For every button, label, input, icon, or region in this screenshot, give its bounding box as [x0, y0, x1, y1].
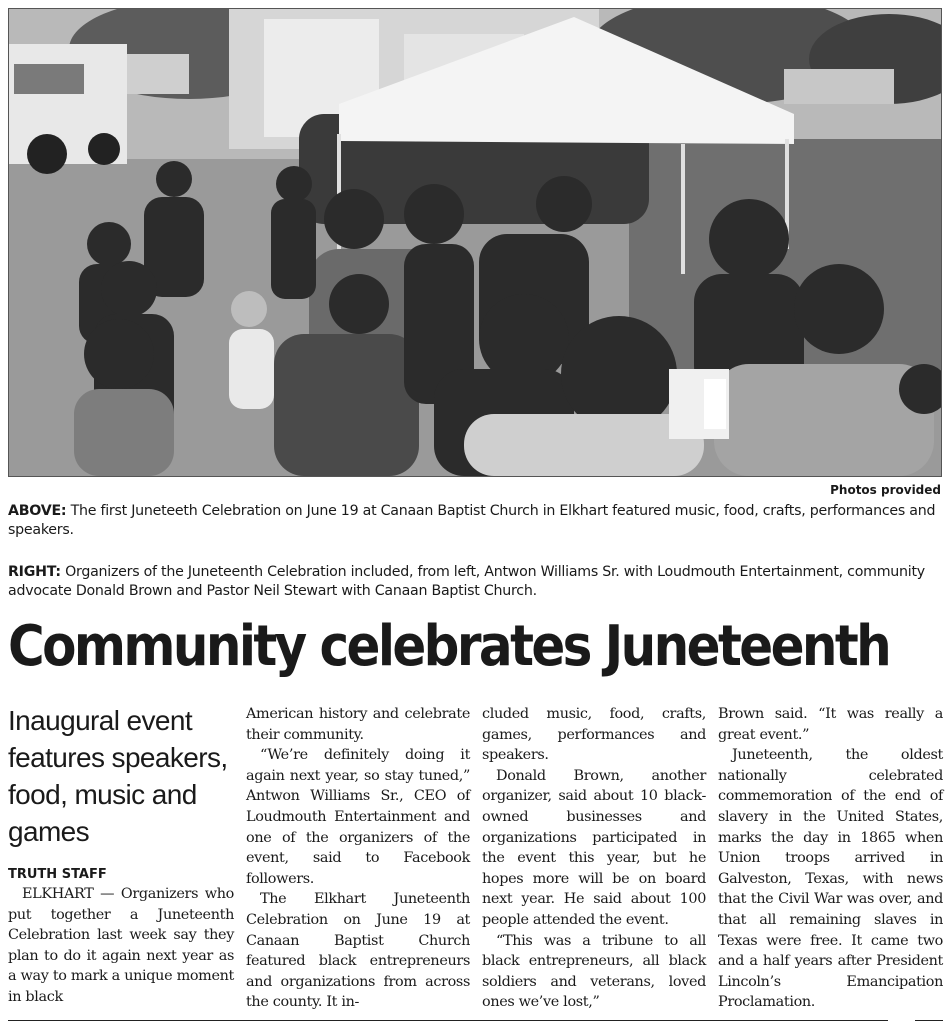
- article-paragraph: “We’re definitely doing it again next year, so stay tuned,” Antwon Williams Sr., CEO of Loudmouth Entertainment and one of the organizers of the event, said to Facebook followers.: [246, 747, 470, 887]
- article-column-2: [246, 704, 470, 1013]
- bottom-rule-end: [915, 1020, 943, 1021]
- caption-above-lead: ABOVE:: [8, 503, 67, 519]
- article-column-3: [482, 704, 706, 1013]
- caption-above-text: The first Juneteeth Celebration on June 19 at Canaan Baptist Church in Elkhart featured music, food, crafts, performances and speakers.: [8, 503, 936, 538]
- article-paragraph: Juneteenth, the oldest nationally celebrated commemoration of the end of slavery in the United States, marks the day in 1865 when Union troops arrived in Galveston, Texas, with news that the Civil War was over, and that all remaining slaves in Texas were free. It came two and a half years after President Lincoln’s Emancipation Proclamation.: [718, 747, 943, 1011]
- bottom-rule: [8, 1020, 888, 1021]
- caption-right-lead: RIGHT:: [8, 564, 61, 580]
- caption-right: [8, 563, 940, 601]
- photo-credit: Photos provided: [830, 483, 941, 497]
- article-column-4: [718, 704, 943, 1013]
- article-paragraph: Brown said. “It was really a great event.”: [718, 706, 943, 743]
- headline: Community celebrates Juneteenth: [8, 613, 890, 679]
- article-paragraph: The Elkhart Juneteenth Celebration on June 19 at Canaan Baptist Church featured black entrepreneurs and organizations from across the county. It in-: [246, 891, 470, 1011]
- article-paragraph: cluded music, food, crafts, games, performances and speakers.: [482, 706, 706, 764]
- event-photo: [8, 8, 942, 477]
- article-column-1: [8, 884, 234, 1008]
- article-paragraph: “This was a tribune to all black entrepreneurs, all black soldiers and veterans, loved ones we’ve lost,”: [482, 932, 706, 1011]
- photo-icon: [9, 9, 941, 476]
- deck: Inaugural event features speakers, food, music and games: [8, 705, 228, 847]
- caption-right-text: Organizers of the Juneteenth Celebration included, from left, Antwon Williams Sr. with Loudmouth Entertainment, community advocate Donald Brown and Pastor Neil Stewart with Canaan Baptist Church.: [8, 564, 925, 599]
- article-paragraph: Donald Brown, another organizer, said about 10 black-owned businesses and organizations participated in the event this year, but he hopes more will be on board next year. He said about 100 people attended the event.: [482, 767, 706, 928]
- caption-above: [8, 502, 940, 540]
- byline: TRUTH STAFF: [8, 867, 107, 882]
- article-paragraph: American history and celebrate their community.: [246, 706, 470, 743]
- article-paragraph: ELKHART — Organizers who put together a Juneteenth Celebration last week say they plan to do it again next year as a way to mark a unique moment in black: [8, 886, 234, 1005]
